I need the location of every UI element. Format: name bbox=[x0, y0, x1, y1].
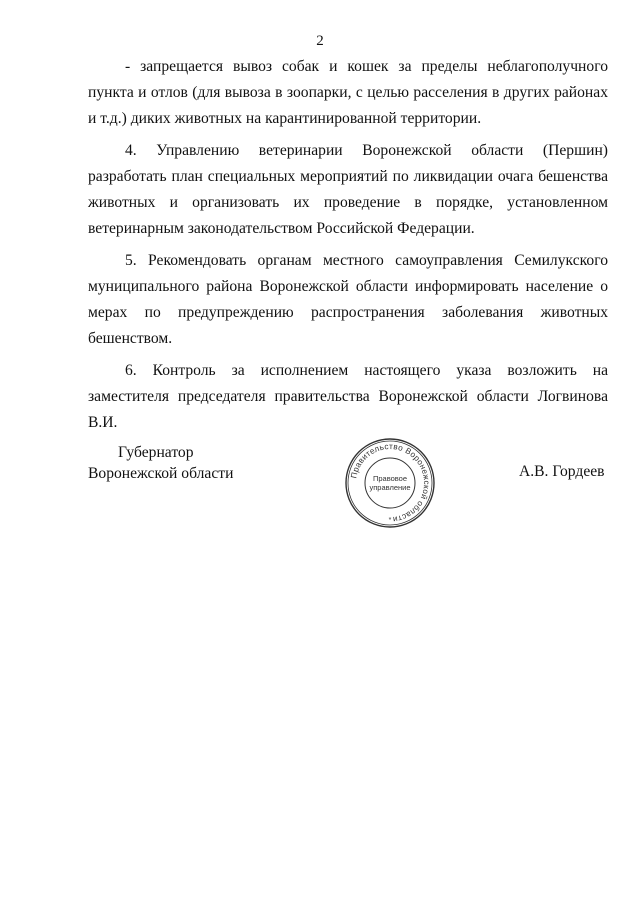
signatory-title: Губернатор bbox=[118, 444, 194, 461]
document-body bbox=[88, 54, 608, 436]
official-stamp bbox=[343, 436, 437, 530]
stamp-center-line1: Правовое bbox=[372, 474, 408, 483]
paragraph-quarantine-ban: - запрещается вывоз собак и кошек за пределы неблагополучного пункта и отлов (для вывоза в зоопарки, с целью расселения в других районах и т.д.) диких животных на карантинированной территории. bbox=[88, 58, 608, 127]
page-number: 2 bbox=[316, 33, 324, 49]
signatory-position bbox=[88, 442, 233, 484]
signatory-name: А.В. Гордеев bbox=[519, 463, 605, 480]
stamp-ring-text: Правительство Воронежской области bbox=[349, 441, 432, 524]
stamp-center-line2: управление bbox=[369, 483, 411, 492]
stamp-seal bbox=[343, 436, 437, 530]
paragraph-item-5: 5. Рекомендовать органам местного самоуправления Семилукского муниципального района Воронежской области информировать население о мерах по предупреждению распространения заболевания животных бешенством. bbox=[88, 252, 608, 347]
stamp-star: * bbox=[388, 517, 392, 524]
signatory-region: Воронежской области bbox=[88, 465, 234, 482]
paragraph-item-6: 6. Контроль за исполнением настоящего указа возложить на заместителя председателя правительства Воронежской области Логвинова В.И. bbox=[88, 362, 608, 431]
paragraph-item-4: 4. Управлению ветеринарии Воронежской области (Першин) разработать план специальных мероприятий по ликвидации очага бешенства животных и организовать их проведение в порядке, установленном ветеринарным законодательством Российской Федерации. bbox=[88, 142, 608, 237]
